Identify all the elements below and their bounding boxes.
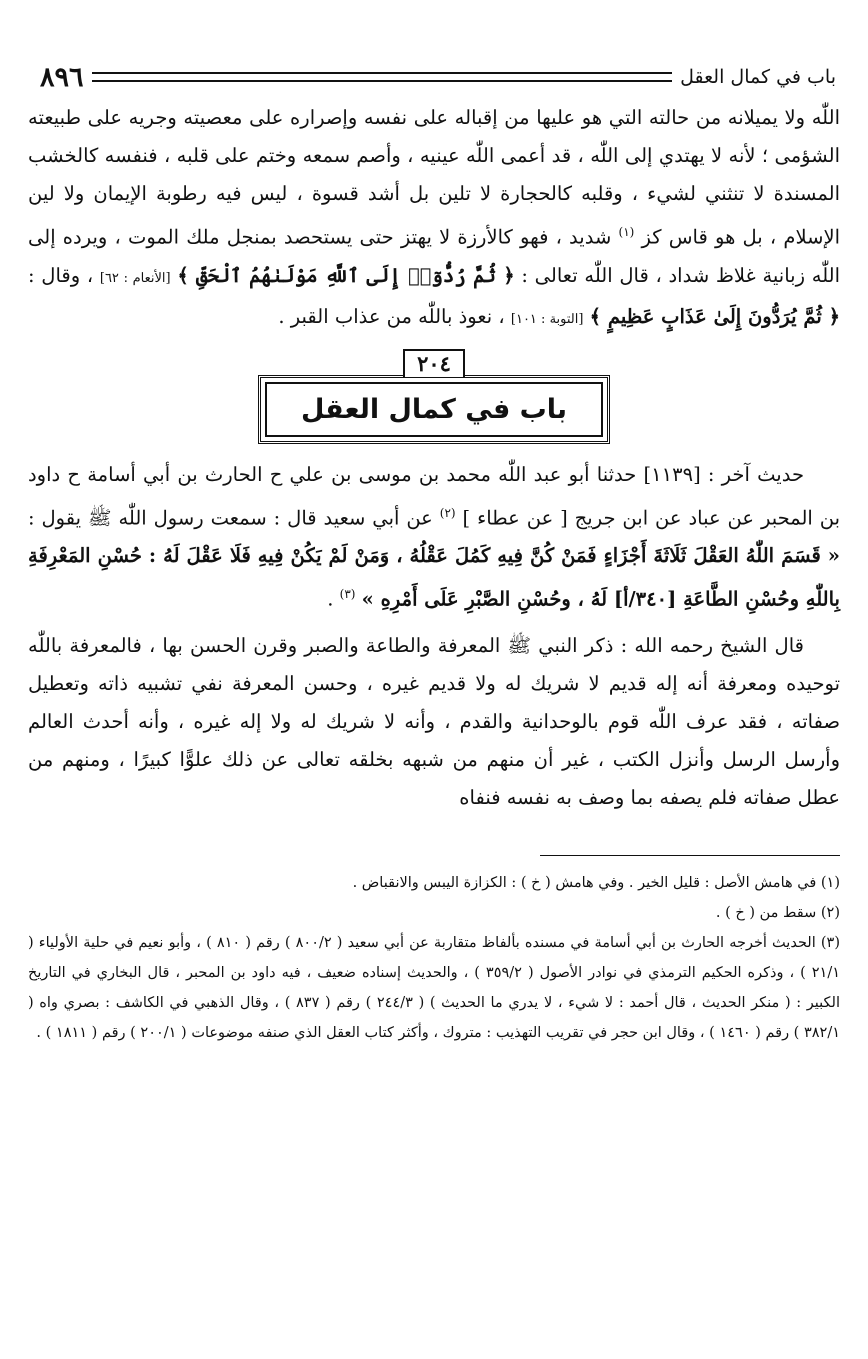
footnote-marker-1: (١) bbox=[618, 225, 635, 239]
intro-text-2: شديد ، فهو كالأرزة لا يهتز حتى يستحصد بمنجل ملك الموت ، ويرده إلى اللّٰه زبانية غلاظ شداد ، قال اللّٰه تعالى : bbox=[28, 225, 841, 287]
hadith-paragraph bbox=[28, 456, 840, 619]
quran-verse-2: ﴿ ثُمَّ يُرَدُّونَ إِلَىٰ عَذَابٍ عَظِيمٍ ﴾ bbox=[589, 304, 840, 328]
footnote-1: (١) في هامش الأصل : قليل الخير . وفي هامش ( خ ) : الكزازة اليبس والانقباض . bbox=[352, 874, 840, 891]
commentary-paragraph: قال الشيخ رحمه الله : ذكر النبي ﷺ المعرفة والطاعة والصبر وقرن الحسن بها ، فالمعرفة باللّٰه توحيده ومعرفة أنه إله قديم لا شريك له ولا قديم غيره ، وحسن المعرفة نفي تشبيه ذاته وتعطيل صفاته ، فقد عرف اللّٰه قوم بالوحدانية والقدم ، وأنه لا شريك له ولا إله غيره ، وأنه أحدث العالم وأرسل الرسل وأنزل الكتب ، غير أن منهم من شبهه بخلقه تعالى عن ذلك علوًّا كبيرًا ، ومنهم من عطل صفاته فلم يصفه بما وصف به نفسه فنفاه bbox=[28, 633, 840, 809]
chapter-number: ٢٠٤ bbox=[403, 349, 465, 377]
header-rule bbox=[92, 72, 673, 82]
chapter-title: باب في كمال العقل bbox=[265, 382, 603, 437]
hadith-chain-1: حديث آخر : [١١٣٩] حدثنا أبو عبد اللّٰه محمد بن موسى بن علي ح الحارث بن أبي أسامة ح داود بن المحبر عن عباد عن ابن جريج [ عن عطاء ] bbox=[28, 462, 841, 529]
footnote-rule bbox=[540, 855, 840, 856]
intro-paragraph bbox=[28, 99, 840, 339]
running-title: باب في كمال العقل bbox=[680, 66, 836, 88]
verse-reference-2: [التوبة : ١٠١] bbox=[510, 311, 584, 327]
page-header bbox=[28, 55, 840, 99]
intro-text-4: ، نعوذ باللّٰه من عذاب القبر . bbox=[278, 304, 505, 328]
footnotes bbox=[28, 868, 840, 1048]
quran-verse-1: ﴿ ثُمَّ رُدُّوٓا۟ إِلَى ٱللَّهِ مَوْلَىٰهُمُ ٱلْحَقِّ ﴾ bbox=[177, 263, 515, 287]
chapter-heading bbox=[28, 349, 840, 444]
hadith-matn: « قَسَمَ اللّٰهُ العَقْلَ ثَلَاثَةَ أَجْزَاءٍ فَمَنْ كُنَّ فِيهِ كَمُلَ عَقْلُهُ ، وَمَنْ لَمْ يَكُنْ فِيهِ فَلَا عَقْلَ لَهُ : حُسْنِ المَعْرِفَةِ بِاللّٰهِ وحُسْنِ الطَّاعَةِ [٣٤٠/أ] لَهُ ، وحُسْنِ الصَّبْرِ عَلَى أَمْرِهِ » bbox=[28, 544, 840, 611]
footnote-2: (٢) سقط من ( خ ) . bbox=[715, 904, 840, 921]
chapter-frame bbox=[258, 375, 610, 444]
hadith-chain-2: عن أبي سعيد قال : سمعت رسول اللّٰه ﷺ يقول : bbox=[28, 506, 433, 529]
verse-reference-1: [الأنعام : ٦٢] bbox=[99, 270, 171, 286]
footnote-marker-2: (٢) bbox=[439, 505, 456, 520]
footnote-3: (٣) الحديث أخرجه الحارث بن أبي أسامة في مسنده بألفاظ متقاربة عن أبي سعيد ( ٨٠٠/٢ ) رقم ( ٨١٠ ) ، وأبو نعيم في حلية الأولياء ( ٢١/١ ) ، وذكره الحكيم الترمذي في نوادر الأصول ( ٣٥٩/٢ ) ، والحديث إسناده ضعيف ، فيه داود بن المحبر ، قال البخاري في التاريخ الكبير : ( منكر الحديث ، قال أحمد : لا شيء ، لا يدري ما الحديث ) ( ٢٤٤/٣ ) رقم ( ٨٣٧ ) ، وقال الذهبي في الكاشف : بصري واه ( ٣٨٢/١ ) رقم ( ١٤٦٠ ) ، وقال ابن حجر في تقريب التهذيب : متروك ، وأكثر كتاب العقل الذي صنفه موضوعات ( ٢٠٠/١ ) رقم ( ١٨١١ ) . bbox=[28, 934, 840, 1041]
page-number: ٨٩٦ bbox=[40, 61, 84, 93]
intro-text-1: اللّٰه ولا يميلانه من حالته التي هو عليها من إقباله على نفسه وإصراره على معصيته وجريه على طبيعته الشؤمى ؛ لأنه لا يهتدي إلى اللّٰه ، قد أعمى اللّٰه عينيه ، وأصم سمعه وختم على قلبه ، فنفسه كالخشب المسندة لا تنثني لشيء ، وقلبه كالحجارة لا تلين بل أشد قسوة ، ليس فيه رطوبة الإيمان ولا لين الإسلام ، بل هو قاس كز bbox=[28, 106, 840, 249]
book-page bbox=[28, 55, 840, 1048]
intro-text-3: ، وقال : bbox=[28, 263, 94, 287]
hadith-end: . bbox=[327, 587, 334, 611]
footnote-marker-3: (٣) bbox=[339, 587, 356, 601]
